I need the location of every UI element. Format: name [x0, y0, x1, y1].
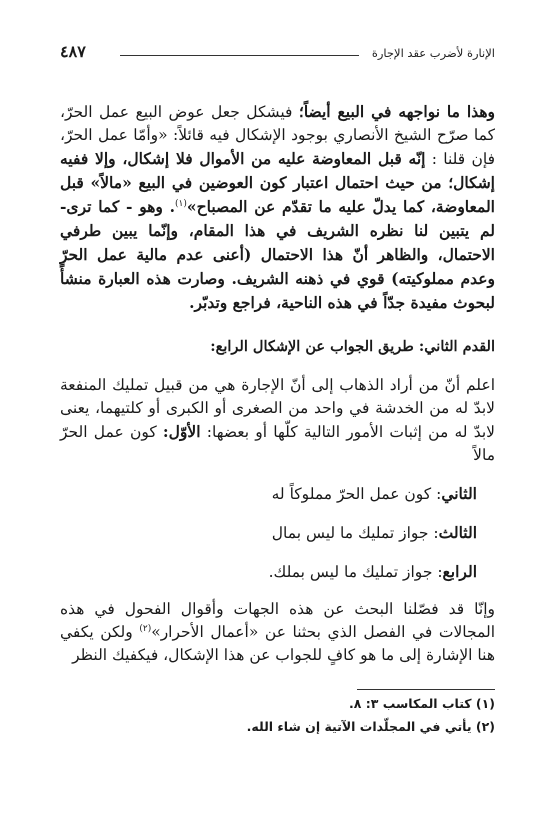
footnote-rule [357, 689, 495, 690]
footnote-ref-1[interactable]: (١) [175, 198, 187, 209]
footnote-ref-2[interactable]: (٢) [139, 623, 152, 634]
footnote-2: (٢) يأتي في المجلّدات الآتية إن شاء الله. [246, 719, 495, 734]
list-item [60, 482, 477, 506]
p1-bold-commentary: . وهو - كما ترى- لم يتبين لنا نظره الشريف في هذا المقام، وإنّما يبين طرفي الاحتمال، والظاهر أنّ هذا الاحتمال (أعنى عدم مالية عمل الحرّ وعدم مملوكيته) قوي في ذهنه الشريف. وصارت هذه العبارة منشأً لبحوث مفيدة جدّاً في هذه الناحية، فراجع وتدبّر. [60, 197, 495, 312]
p2-text: اعلم أنّ من أراد الذهاب إلى أنّ الإجارة هي من قبيل تمليك المنفعة لابدّ له من الخدشة في واحد من الصغرى أو الكبرى أو كلتيهما، يعنى لابدّ له من إثبات الأمور التالية كلّها أو بعضها: [60, 376, 495, 441]
p1-text: فيشكل جعل عوض البيع عمل الحرّ، كما صرّح الشيخ الأنصاري بوجود الإشكال فيه قائلاً: «وأمّا عمل الحرّ، فإن قلنا : [60, 103, 495, 168]
paragraph-3 [60, 598, 495, 667]
section-heading: القدم الثاني: طريق الجواب عن الإشكال الرابع: [210, 338, 495, 355]
page-header [60, 40, 495, 64]
book-page [60, 40, 495, 736]
header-rule [120, 55, 359, 56]
p3-text-cont: ولكن يكفي هنا الإشارة إلى ما هو كافٍ للجواب عن هذا الإشكال، فيكفيك النظر [60, 623, 495, 664]
p1-bold-intro: وهذا ما نواجهه في البيع أيضاً؛ [298, 102, 495, 121]
item-first-text: كون عمل الحرّ مالاً [60, 423, 495, 464]
item-label: الثالث [438, 523, 477, 542]
footnote-1: (١) كتاب المكاسب ٣: ٨. [349, 696, 495, 711]
item-text: : جواز تمليك ما ليس بملك. [268, 563, 443, 581]
p3-text: وإنّا قد فصّلنا البحث عن هذه الجهات وأقوال الفحول في هذه المجالات في الفصل الذي بحثنا عن «أعمال الأحرار» [60, 600, 495, 641]
item-label: الرابع [442, 562, 477, 581]
list-item [60, 521, 477, 545]
item-label: الثاني [441, 484, 477, 503]
item-text: : جواز تمليك ما ليس بمال [271, 524, 439, 542]
p1-bold-quote: إنّه قبل المعاوضة عليه من الأموال فلا إشكال، وإلا ففيه إشكال؛ من حيث احتمال اعتبار كون العوضين في البيع «مالاً» قبل المعاوضة، كما يدلّ عليه ما تقدّم عن المصباح» [60, 149, 495, 216]
paragraph-2 [60, 374, 495, 467]
page-number: ٤٨٧ [60, 42, 86, 61]
item-text: : كون عمل الحرّ مملوكاً له [271, 485, 442, 503]
list-item [60, 560, 477, 584]
item-first-label: الأوّل: [162, 422, 201, 441]
running-title: الإنارة لأضرب عقد الإجارة [371, 46, 495, 60]
paragraph-1 [60, 100, 495, 315]
